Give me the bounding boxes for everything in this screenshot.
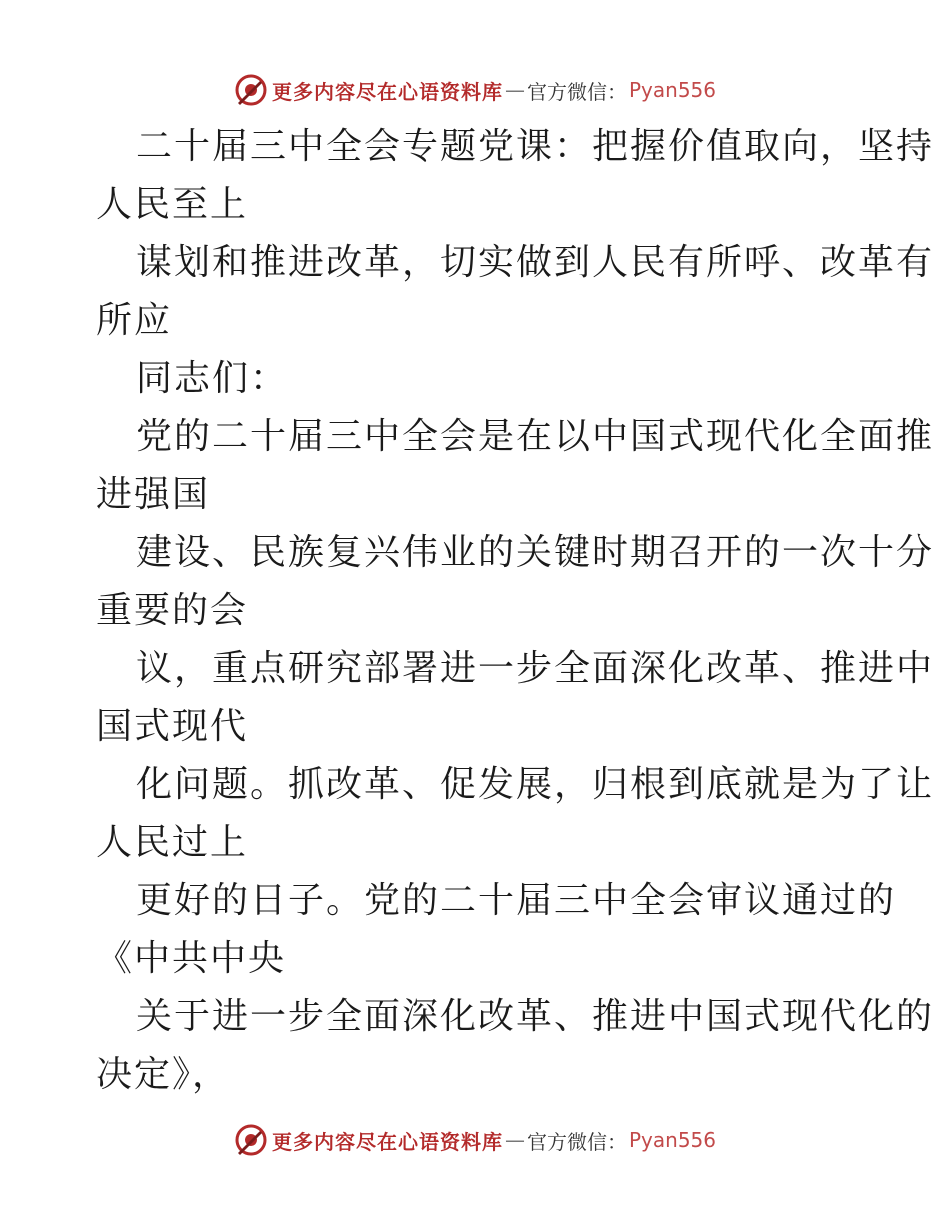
quill-circle-logo-icon (234, 1123, 268, 1157)
paragraph-line: 《中共中央 (96, 938, 287, 979)
quill-circle-logo-icon (234, 73, 268, 107)
paragraph-line: 同志们： (136, 358, 289, 399)
paragraph (96, 408, 935, 524)
paragraph (96, 988, 935, 1104)
paragraph-line: 二十届三中全会专题党课：把握价值取向，坚持 (136, 126, 935, 167)
watermark-separator: — (504, 1128, 525, 1152)
header-watermark (0, 70, 950, 110)
watermark-wechat-label: 官方微信： (526, 79, 627, 104)
paragraph (96, 118, 935, 234)
watermark-main-text: 更多内容尽在心语资料库 (271, 79, 503, 104)
paragraph-line: 议，重点研究部署进一步全面深化改革、推进中 (136, 648, 935, 689)
paragraph-line: 决定》， (96, 1054, 231, 1095)
document-body (96, 118, 935, 1104)
paragraph (96, 350, 856, 408)
paragraph-line: 人民过上 (96, 822, 249, 863)
paragraph-line: 建设、民族复兴伟业的关键时期召开的一次十分 (136, 532, 935, 573)
paragraph-line: 化问题。抓改革、促发展，归根到底就是为了让 (136, 764, 935, 805)
paragraph-line: 国式现代 (96, 706, 249, 747)
paragraph-line: 重要的会 (96, 590, 249, 631)
watermark-wechat-label: 官方微信： (526, 1129, 627, 1154)
paragraph (96, 756, 935, 872)
watermark-separator: — (504, 78, 525, 102)
paragraph (96, 524, 935, 640)
paragraph-line: 关于进一步全面深化改革、推进中国式现代化的 (136, 996, 935, 1037)
paragraph-line: 人民至上 (96, 184, 249, 225)
footer-watermark (0, 1120, 950, 1160)
watermark-wechat-id: Pyan556 (628, 78, 716, 102)
paragraph-line: 党的二十届三中全会是在以中国式现代化全面推 (136, 416, 935, 457)
paragraph-line: 谋划和推进改革，切实做到人民有所呼、改革有 (136, 242, 935, 283)
watermark-wechat-id: Pyan556 (628, 1128, 716, 1152)
paragraph-line: 进强国 (96, 474, 211, 515)
watermark-main-text: 更多内容尽在心语资料库 (271, 1129, 503, 1154)
paragraph-line: 更好的日子。党的二十届三中全会审议通过的 (136, 880, 897, 921)
paragraph (96, 640, 935, 756)
paragraph (96, 234, 935, 350)
paragraph (96, 872, 897, 988)
paragraph-line: 所应 (96, 300, 173, 341)
